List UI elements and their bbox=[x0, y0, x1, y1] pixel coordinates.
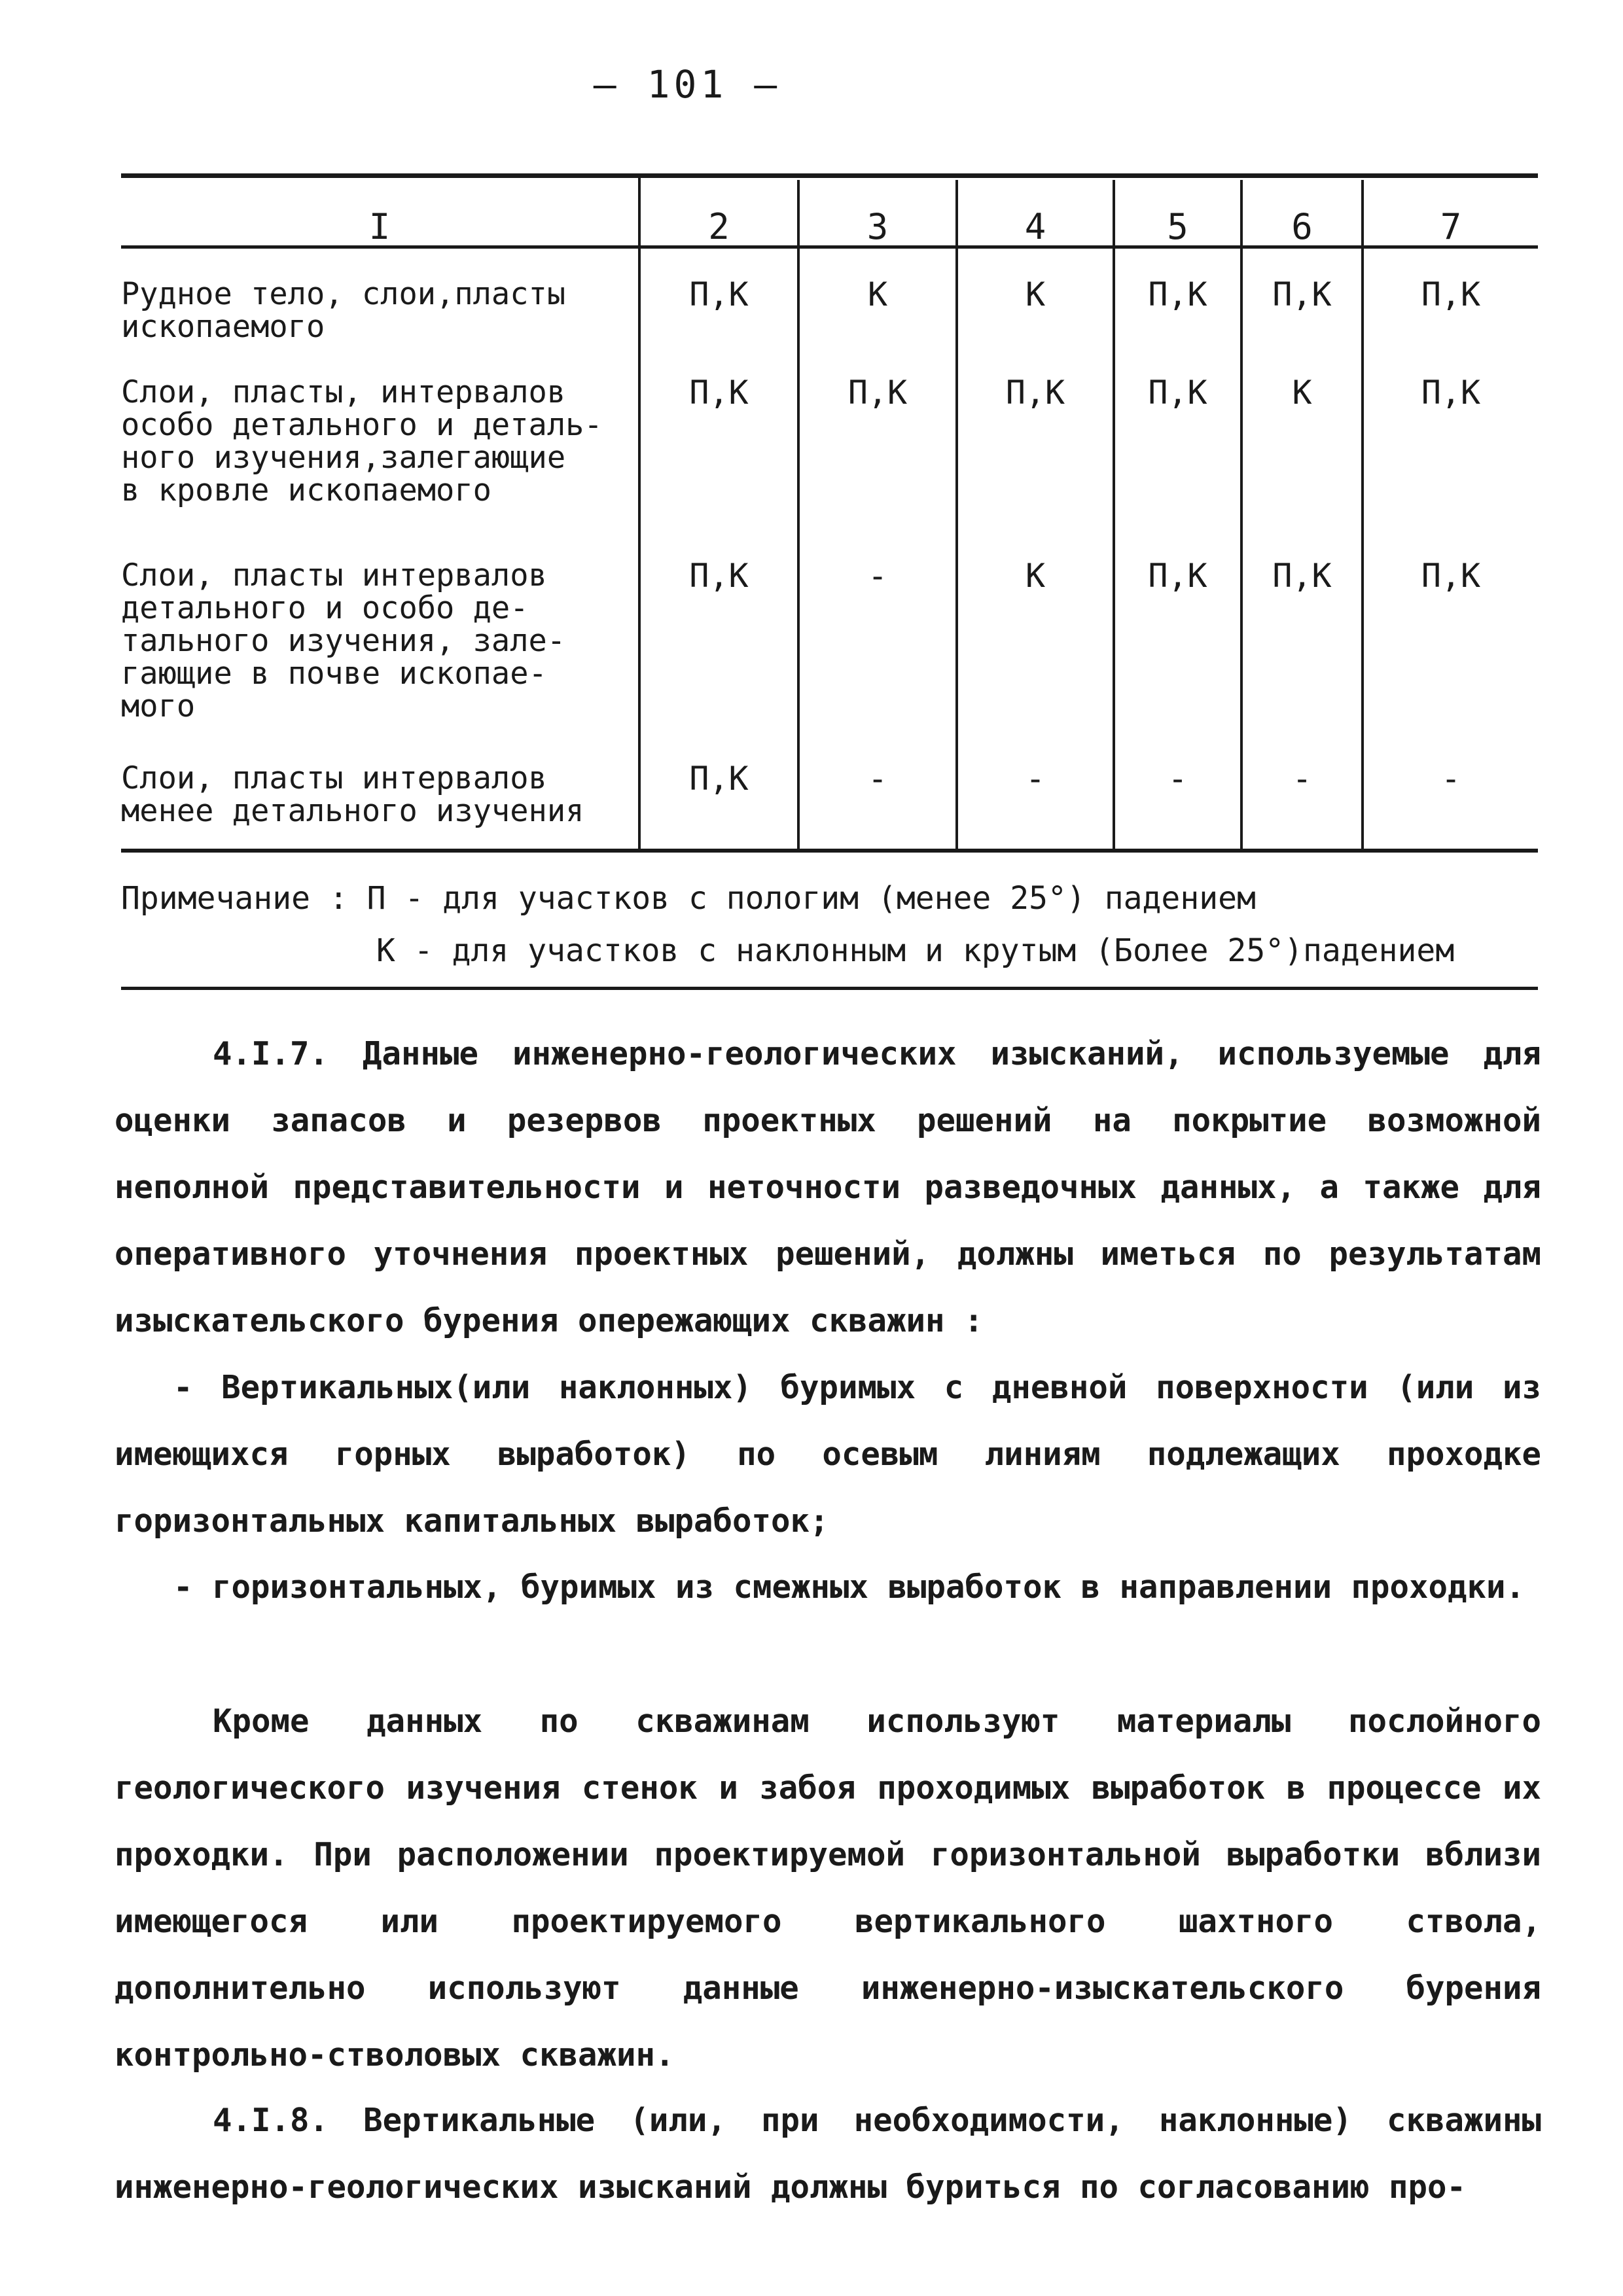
note-separator bbox=[121, 987, 1538, 990]
table-bottom-rule bbox=[121, 849, 1538, 853]
table-cell: П,К bbox=[689, 760, 749, 798]
column-header: 2 bbox=[708, 206, 730, 247]
table-cell: К bbox=[1292, 374, 1312, 412]
row-label: Слои, пласты интервалов детального и особо де- тального изучения, зале- гающие в почве ископае- мого bbox=[121, 557, 566, 724]
table-cell: - bbox=[867, 557, 888, 595]
paragraph-text: - горизонтальных, буримых из смежных выработок в направлении проходки. bbox=[173, 1568, 1525, 1606]
table-cell: - bbox=[1292, 760, 1312, 798]
column-header: 6 bbox=[1291, 206, 1313, 247]
table-note-line-2: К - для участков с наклонным и крутым (Более 25°)падением bbox=[376, 932, 1455, 969]
table-cell: П,К bbox=[689, 275, 749, 313]
list-item-horizontal bbox=[115, 1554, 1541, 1621]
list-item-vertical bbox=[115, 1354, 1541, 1555]
table-cell: П,К bbox=[1005, 374, 1065, 412]
column-header: 4 bbox=[1024, 206, 1046, 247]
paragraph-additional-data bbox=[115, 1688, 1541, 2089]
paragraph-4-1-7 bbox=[115, 1021, 1541, 1354]
table-cell: П,К bbox=[1272, 275, 1332, 313]
paragraph-text: Кроме данных по скважинам используют материалы послойного геологического изучения стенок и забоя проходимых выработок в процессе их проходки. При расположении проектируемой горизонтальной выработки вблизи имеющегося или проектируемого вертикального шахтного ствола, дополнительно используют данные инженерно-изыскательского бурения контрольно-стволовых скважин. bbox=[115, 1703, 1541, 2074]
table-cell: П,К bbox=[1148, 275, 1207, 313]
table-cell: - bbox=[1168, 760, 1188, 798]
table-cell: - bbox=[867, 760, 888, 798]
table-cell: П,К bbox=[847, 374, 908, 412]
row-label: Рудное тело, слои,пласты ископаемого bbox=[121, 276, 566, 345]
paragraph-4-1-8 bbox=[115, 2087, 1541, 2221]
table-cell: П,К bbox=[689, 374, 749, 412]
data-table bbox=[121, 173, 1538, 854]
table-cell: - bbox=[1440, 760, 1461, 798]
paragraph-text: - Вертикальных(или наклонных) буримых с дневной поверхности (или из имеющихся горных выработок) по осевым линиям подлежащих проходке горизонтальных капитальных выработок; bbox=[115, 1369, 1541, 1540]
table-cell: П,К bbox=[1421, 374, 1481, 412]
table-cell: П,К bbox=[1148, 557, 1207, 595]
table-cell: К bbox=[1025, 557, 1046, 595]
table-cell: П,К bbox=[689, 557, 749, 595]
row-label: Слои, пласты интервалов менее детального изучения bbox=[121, 760, 584, 829]
table-cell: П,К bbox=[1272, 557, 1332, 595]
column-divider bbox=[638, 173, 641, 851]
table-cell: - bbox=[1025, 760, 1046, 798]
table-top-rule bbox=[121, 173, 1538, 178]
column-header: I bbox=[368, 206, 391, 247]
table-cell: К bbox=[1025, 275, 1046, 313]
table-cell: П,К bbox=[1421, 275, 1481, 313]
column-header: 3 bbox=[866, 206, 889, 247]
paragraph-text: 4.I.7. Данные инженерно-геологических изысканий, используемые для оценки запасов и резервов проектных решений на покрытие возможной неполной представительности и неточности разведочных данных, а также для оперативного уточнения проектных решений, должны иметься по результатам изыскательского бурения опережающих скважин : bbox=[115, 1035, 1541, 1339]
table-note-line-1: Примечание : П - для участков с пологим (менее 25°) падением bbox=[121, 880, 1256, 917]
table-cell: П,К bbox=[1421, 557, 1481, 595]
paragraph-text: 4.I.8. Вертикальные (или, при необходимости, наклонные) скважины инженерно-геологических изысканий должны буриться по согласованию про- bbox=[115, 2102, 1541, 2206]
page-number: — 101 — bbox=[593, 62, 781, 107]
column-header: 5 bbox=[1167, 206, 1188, 247]
column-header: 7 bbox=[1440, 206, 1462, 247]
table-cell: К bbox=[867, 275, 888, 313]
table-cell: П,К bbox=[1148, 374, 1207, 412]
row-label: Слои, пласты, интервалов особо детального и деталь- ного изучения,залегающие в кровле ископаемого bbox=[121, 374, 603, 508]
